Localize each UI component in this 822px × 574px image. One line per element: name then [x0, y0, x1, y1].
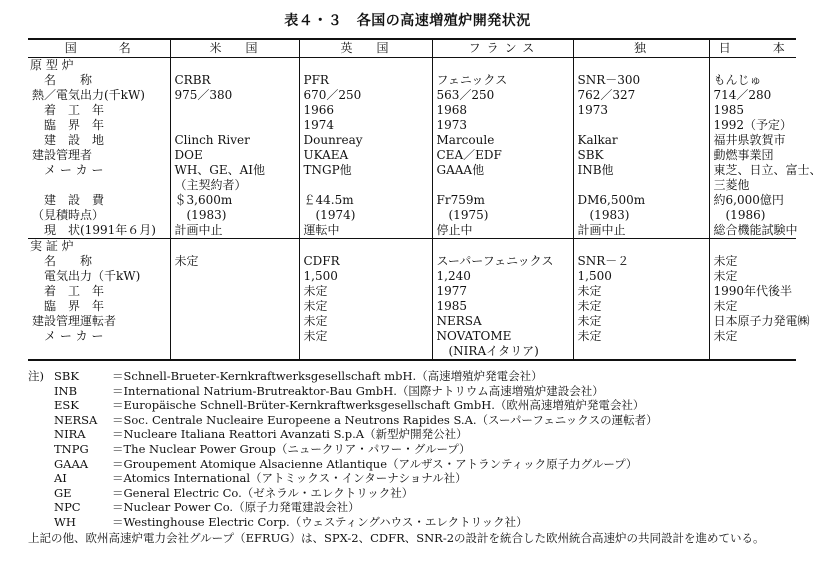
table-cell: 1,500 [299, 269, 432, 284]
note-text: ＝Westinghouse Electric Corp.（ウェスティングハウス・エレクトリック社） [112, 514, 528, 529]
table-cell: DM6,500m (1983) [573, 193, 709, 223]
row-label: 着 工 年 [32, 284, 105, 298]
table-row [28, 118, 796, 133]
note-row [28, 500, 808, 515]
table-cell: NERSA [432, 314, 573, 329]
table-cell: 未定 [573, 314, 709, 329]
note-text: ＝Europäische Schnell-Brüter-Kernkraftwerksgesellschaft GmbH.（欧州高速増殖炉発電会社） [112, 398, 645, 413]
table-cell: 未定 [573, 299, 709, 314]
table-cell: 計画中止 [573, 223, 709, 239]
table-cell: 福井県敦賀市 [709, 133, 796, 148]
note-abbreviation: ESK [54, 398, 79, 413]
note-text: ＝International Natrium-Brutreaktor-Bau GmbH.（国際ナトリウム高速増殖炉建設会社） [112, 383, 604, 398]
fbr-status-table [28, 38, 822, 361]
note-row [28, 471, 808, 486]
table-cell: 停止中 [432, 223, 573, 239]
header-usa: 米 国 [170, 39, 299, 58]
note-abbreviation: NPC [54, 500, 81, 515]
row-label: 名 称 [32, 73, 93, 87]
note-text: ＝Atomics International（アトミックス・インターナショナル社） [112, 471, 467, 486]
table-cell: TNGP他 [299, 163, 432, 193]
note-row [28, 486, 808, 501]
header-row [28, 39, 796, 58]
table-cell: SBK [573, 148, 709, 163]
table-cell: 1,500 [573, 269, 709, 284]
note-abbreviation: NIRA [54, 427, 86, 442]
table-cell: 1968 [432, 103, 573, 118]
table-cell: 1,240 [432, 269, 573, 284]
table-row [28, 163, 796, 193]
row-label: 臨 界 年 [32, 118, 105, 132]
table-cell: ＄3,600m (1983) [170, 193, 299, 223]
section-label-row [28, 58, 796, 74]
note-abbreviation: SBK [54, 369, 79, 383]
row-label: 建設管理者 [32, 148, 93, 162]
table-cell: 未定 [709, 329, 796, 360]
table-cell [170, 269, 299, 284]
header-japan: 日 本 [709, 39, 796, 58]
table-cell: 未定 [299, 284, 432, 299]
table-cell: DOE [170, 148, 299, 163]
table-cell: GAAA他 [432, 163, 573, 193]
row-label: 名 称 [32, 254, 93, 268]
table-cell: 1966 [299, 103, 432, 118]
table-cell: フェニックス [432, 73, 573, 88]
note-row [28, 384, 808, 399]
table-cell: Fr759m (1975) [432, 193, 573, 223]
row-label: メ ー カ ー [32, 163, 104, 177]
table-cell: 1992（予定） [709, 118, 796, 133]
table-row [28, 329, 796, 360]
row-label: 建設管理運転者 [32, 314, 117, 328]
note-text: ＝The Nuclear Power Group（ニュークリア・パワー・グループ） [112, 441, 471, 456]
note-prefix [28, 471, 54, 486]
table-cell: 1985 [709, 103, 796, 118]
note-prefix [28, 427, 54, 442]
row-label: 着 工 年 [32, 103, 105, 117]
row-label: 建 設 地 [32, 133, 105, 147]
table-cell: UKAEA [299, 148, 432, 163]
table-cell: ￡44.5m (1974) [299, 193, 432, 223]
note-prefix [28, 457, 54, 472]
table-cell: 未定 [573, 284, 709, 299]
table-cell [170, 329, 299, 360]
table-row [28, 284, 796, 299]
demonstration-section [28, 239, 810, 361]
table-cell: 975／380 [170, 88, 299, 103]
table-cell: 1990年代後半 [709, 284, 796, 299]
table-cell: SNR－２ [573, 254, 709, 269]
section-label: 原 型 炉 [30, 58, 74, 72]
table-cell [170, 118, 299, 133]
table-cell: 未定 [709, 299, 796, 314]
table-cell [170, 299, 299, 314]
note-text: ＝Nuclear Power Co.（原子力発電建設会社） [112, 500, 360, 515]
table-cell: 動燃事業団 [709, 148, 796, 163]
table-cell: 670／250 [299, 88, 432, 103]
note-abbreviation: GAAA [54, 456, 89, 471]
note-text: ＝Groupement Atomique Alsacienne Atlantique（アルザス・アトランティック原子力グループ） [112, 456, 638, 471]
table-cell: Kalkar [573, 133, 709, 148]
table-cell: SNR－300 [573, 73, 709, 88]
table-row [28, 148, 796, 163]
table-cell: CDFR [299, 254, 432, 269]
row-label: 臨 界 年 [32, 299, 105, 313]
table-cell: 1974 [299, 118, 432, 133]
note-abbreviation: TNPG [54, 441, 89, 456]
table-cell: 1985 [432, 299, 573, 314]
header-uk: 英 国 [299, 39, 432, 58]
header-france: フランス [432, 39, 573, 58]
note-row [28, 457, 808, 472]
table-cell: 未定 [573, 329, 709, 360]
table-cell [170, 284, 299, 299]
note-prefix [28, 500, 54, 515]
table-cell: Marcoule [432, 133, 573, 148]
row-label: 電気出力（千kW) [32, 269, 141, 283]
table-cell: スーパーフェニックス [432, 254, 573, 269]
note-prefix [28, 413, 54, 428]
table-cell: 約6,000億円 (1986) [709, 193, 796, 223]
table-cell: 1973 [573, 103, 709, 118]
table-row [28, 254, 796, 269]
table-row [28, 133, 796, 148]
table-row [28, 193, 796, 223]
table-cell: 762／327 [573, 88, 709, 103]
header-country: 国 名 [28, 39, 170, 58]
note-row [28, 427, 808, 442]
table-cell: もんじゅ [709, 73, 796, 88]
table-cell [573, 118, 709, 133]
table-cell: 1977 [432, 284, 573, 299]
note-text: ＝Soc. Centrale Nucleaire Europeene a Neutrons Rapides S.A.（スーパーフェニックスの運転者） [112, 412, 658, 427]
note-abbreviation: INB [54, 383, 78, 398]
table-cell: PFR [299, 73, 432, 88]
table-cell: 未定 [709, 254, 796, 269]
table-cell: 563／250 [432, 88, 573, 103]
prototype-section [28, 58, 822, 239]
table-row [28, 73, 796, 88]
row-label: 建 設 費 （見積時点） [32, 193, 105, 222]
note-row [28, 369, 808, 384]
table-cell: 計画中止 [170, 223, 299, 239]
note-prefix: 注) [28, 369, 44, 383]
table-row [28, 88, 796, 103]
table-cell: Dounreay [299, 133, 432, 148]
table-row [28, 223, 796, 239]
table-cell: 未定 [170, 254, 299, 269]
table-cell: NOVATOME (NIRAイタリア) [432, 329, 573, 360]
table-cell [170, 103, 299, 118]
table-cell: 日本原子力発電㈱ [709, 314, 796, 329]
row-label: メ ー カ ー [28, 329, 170, 360]
table-cell: 未定 [299, 299, 432, 314]
note-row [28, 442, 808, 457]
note-prefix [28, 442, 54, 457]
table-cell: 運転中 [299, 223, 432, 239]
note-abbreviation: AI [54, 471, 67, 486]
footer-note: 上記の他、欧州高速炉電力会社グループ（EFRUG）は、SPX-2、CDFR、SNR-2の設計を統合した欧州統合高速炉の共同設計を進めている。 [28, 531, 765, 545]
row-label: 熱／電気出力(千kW) [32, 88, 145, 102]
table-row [28, 314, 796, 329]
note-abbreviation: NERSA [54, 412, 98, 427]
note-prefix [28, 398, 54, 413]
table-cell: 未定 [299, 314, 432, 329]
note-abbreviation: WH [54, 514, 76, 529]
table-cell: 未定 [299, 329, 432, 360]
table-cell: CRBR [170, 73, 299, 88]
table-row [28, 299, 796, 314]
section-label: 実 証 炉 [28, 239, 170, 255]
note-prefix [28, 384, 54, 399]
note-row [28, 398, 808, 413]
note-row [28, 515, 808, 530]
table-cell: CEA／EDF [432, 148, 573, 163]
note-row [28, 413, 808, 428]
table-cell: 未定 [709, 269, 796, 284]
note-abbreviation: GE [54, 485, 72, 500]
table-row [28, 269, 796, 284]
header-germany: 独 [573, 39, 709, 58]
table-row [28, 103, 796, 118]
table-cell: 714／280 [709, 88, 796, 103]
table-cell [170, 314, 299, 329]
table-title: 表４・３ 各国の高速増殖炉開発状況 [284, 13, 531, 29]
table-cell: INB他 [573, 163, 709, 193]
table-cell: 東芝、日立、富士、 三菱他 [709, 163, 796, 193]
section-label-row [28, 239, 796, 255]
table-cell: Clinch River [170, 133, 299, 148]
note-text: ＝Nucleare Italiana Reattori Avanzati S.p.A（新型炉開発公社） [112, 427, 468, 442]
note-prefix [28, 486, 54, 501]
table-cell: WH、GE、AI他 （主契約者） [170, 163, 299, 193]
row-label: 現 状(1991年６月) [32, 223, 156, 237]
table-cell: 総合機能試験中 [709, 223, 796, 239]
notes [28, 369, 808, 530]
note-prefix [28, 515, 54, 530]
note-text: ＝General Electric Co.（ゼネラル・エレクトリック社） [112, 485, 414, 500]
table-cell: 1973 [432, 118, 573, 133]
note-text: ＝Schnell-Brueter-Kernkraftwerksgesellschaft mbH.（高速増殖炉発電会社） [112, 369, 543, 383]
